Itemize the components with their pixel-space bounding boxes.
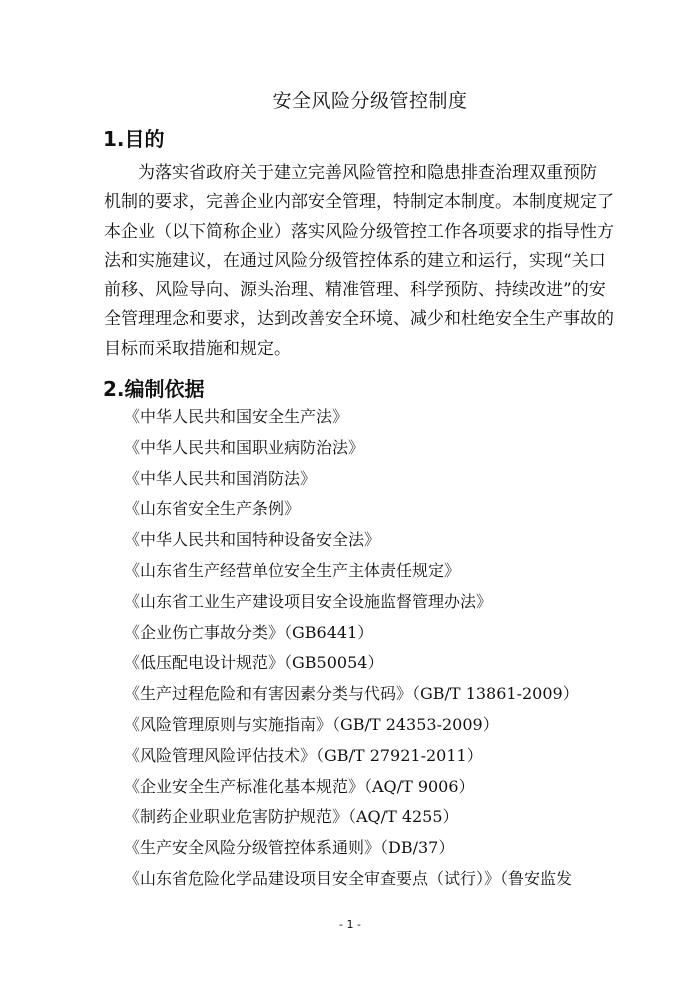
reference-item: 《风险管理风险评估技术》（GB/T 27921-2011） — [124, 745, 483, 765]
reference-list — [124, 402, 579, 895]
paragraph-line: 为落实省政府关于建立完善风险管控和隐患排查治理双重预防 — [138, 163, 597, 183]
reference-item: 《制药企业职业危害防护规范》（AQ/T 4255） — [124, 807, 459, 827]
paragraph-line: 本企业（以下简称企业）落实风险分级管控工作各项要求的指导性方 — [104, 221, 614, 242]
paragraph-line: 机制的要求，完善企业内部安全管理，特制定本制度。本制度规定了 — [104, 192, 614, 213]
reference-item: 《生产安全风险分级管控体系通则》（DB/37） — [124, 838, 455, 858]
paragraph-line: 前移、风险导向、源头治理、精准管理、科学预防、持续改进”的安 — [104, 280, 606, 301]
section-heading-purpose: 1.目的 — [103, 127, 165, 151]
reference-item: 《生产过程危险和有害因素分类与代码》（GB/T 13861-2009） — [124, 684, 579, 704]
paragraph-line: 目标而采取措施和规定。 — [104, 338, 291, 359]
reference-item: 《中华人民共和国特种设备安全法》 — [124, 530, 381, 550]
reference-item: 《中华人民共和国安全生产法》 — [124, 407, 349, 426]
paragraph-line: 法和实施建议，在通过风险分级管控体系的建立和运行，实现“关口 — [104, 250, 606, 271]
reference-item: 《中华人民共和国消防法》 — [124, 468, 317, 488]
reference-item: 《低压配电设计规范》（GB50054） — [124, 653, 384, 673]
reference-item: 《企业安全生产标准化基本规范》（AQ/T 9006） — [124, 776, 475, 796]
section-heading-basis: 2.编制依据 — [103, 377, 205, 401]
document-title: 安全风险分级管控制度 — [272, 90, 468, 112]
reference-item: 《山东省安全生产条例》 — [124, 499, 301, 519]
paragraph-line: 全管理理念和要求，达到改善安全环境、减少和杜绝安全生产事故的 — [104, 309, 614, 330]
reference-item: 《中华人民共和国职业病防治法》 — [124, 437, 365, 457]
reference-item: 《企业伤亡事故分类》（GB6441） — [124, 622, 374, 642]
purpose-paragraph — [104, 159, 614, 364]
reference-item: 《风险管理原则与实施指南》（GB/T 24353-2009） — [124, 714, 499, 734]
reference-item: 《山东省工业生产建设项目安全设施监督管理办法》 — [124, 591, 493, 611]
page-number: - 1 - — [339, 918, 361, 931]
reference-item: 《山东省危险化学品建设项目安全审查要点（试行）》（鲁安监发 — [124, 868, 573, 888]
reference-item: 《山东省生产经营单位安全生产主体责任规定》 — [124, 560, 461, 580]
